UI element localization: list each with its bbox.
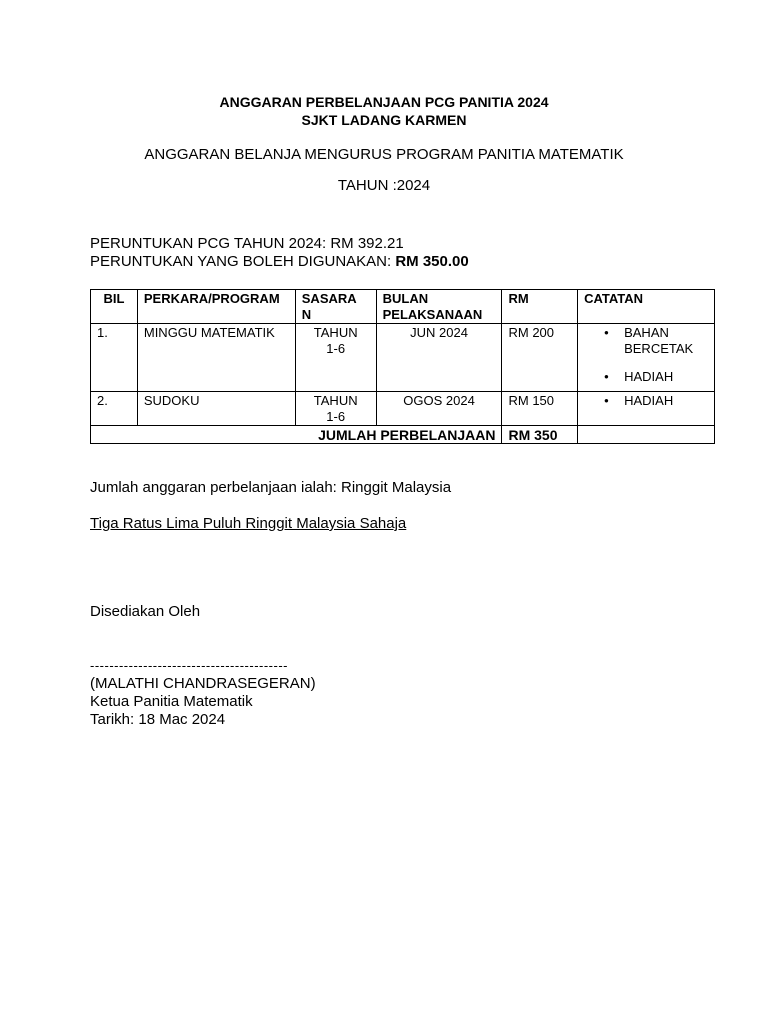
row-sasaran <box>295 324 376 392</box>
table-row <box>91 392 715 426</box>
document-year: TAHUN :2024 <box>337 177 431 194</box>
header-catatan: CATATAN <box>578 290 715 324</box>
total-empty-cell <box>578 426 715 444</box>
signer-position: Ketua Panitia Matematik <box>90 693 253 710</box>
catatan-item: • BAHAN BERCETAK <box>624 325 708 357</box>
allocation-usable-label: PERUNTUKAN YANG BOLEH DIGUNAKAN: <box>90 253 396 270</box>
total-label: JUMLAH PERBELANJAAN <box>91 426 502 444</box>
header-bulan-line2: PELAKSANAAN <box>382 307 483 322</box>
row-catatan <box>578 392 715 426</box>
allocation-usable <box>90 253 469 270</box>
row-bulan: OGOS 2024 <box>376 392 502 426</box>
budget-table <box>90 289 715 444</box>
document-title: ANGGARAN PERBELANJAAN PCG PANITIA 2024 <box>219 94 549 110</box>
row-bulan: JUN 2024 <box>376 324 502 392</box>
header-sasaran-line2: N <box>301 307 312 322</box>
row-catatan <box>578 324 715 392</box>
header-bulan <box>376 290 502 324</box>
catatan-list <box>584 325 708 385</box>
header-sasaran <box>295 290 376 324</box>
row-program: SUDOKU <box>137 392 295 426</box>
summary-words: Tiga Ratus Lima Puluh Ringgit Malaysia Sahaja <box>90 515 407 532</box>
summary-line: Jumlah anggaran perbelanjaan ialah: Ringgit Malaysia <box>90 479 452 496</box>
row-bil: 2. <box>91 392 138 426</box>
row-sasaran-line1: TAHUN <box>313 325 358 340</box>
allocation-usable-value: RM 350.00 <box>395 253 469 270</box>
signature-line: ----------------------------------------- <box>90 658 288 673</box>
row-rm: RM 150 <box>502 392 578 426</box>
header-sasaran-line1: SASARA <box>301 291 357 306</box>
header-bil: BIL <box>91 290 138 324</box>
row-sasaran-line2: 1-6 <box>326 341 346 356</box>
allocation-total: PERUNTUKAN PCG TAHUN 2024: RM 392.21 <box>90 235 404 252</box>
total-value: RM 350 <box>502 426 578 444</box>
header-bulan-line1: BULAN <box>382 291 429 306</box>
row-sasaran-line2: 1-6 <box>326 409 346 424</box>
school-name: SJKT LADANG KARMEN <box>301 112 467 128</box>
row-sasaran <box>295 392 376 426</box>
row-sasaran-line1: TAHUN <box>313 393 358 408</box>
signature-date: Tarikh: 18 Mac 2024 <box>90 711 226 728</box>
catatan-list <box>584 393 708 409</box>
table-header-row <box>91 290 715 324</box>
signer-name: (MALATHI CHANDRASEGERAN) <box>90 675 316 692</box>
document-subtitle: ANGGARAN BELANJA MENGURUS PROGRAM PANITIA MATEMATIK <box>144 146 624 163</box>
header-rm: RM <box>502 290 578 324</box>
header-program: PERKARA/PROGRAM <box>137 290 295 324</box>
catatan-item: • HADIAH <box>624 393 708 409</box>
table-total-row <box>91 426 715 444</box>
catatan-item: • HADIAH <box>624 369 708 385</box>
table-row <box>91 324 715 392</box>
row-program: MINGGU MATEMATIK <box>137 324 295 392</box>
prepared-by: Disediakan Oleh <box>90 603 201 620</box>
row-bil: 1. <box>91 324 138 392</box>
row-rm: RM 200 <box>502 324 578 392</box>
